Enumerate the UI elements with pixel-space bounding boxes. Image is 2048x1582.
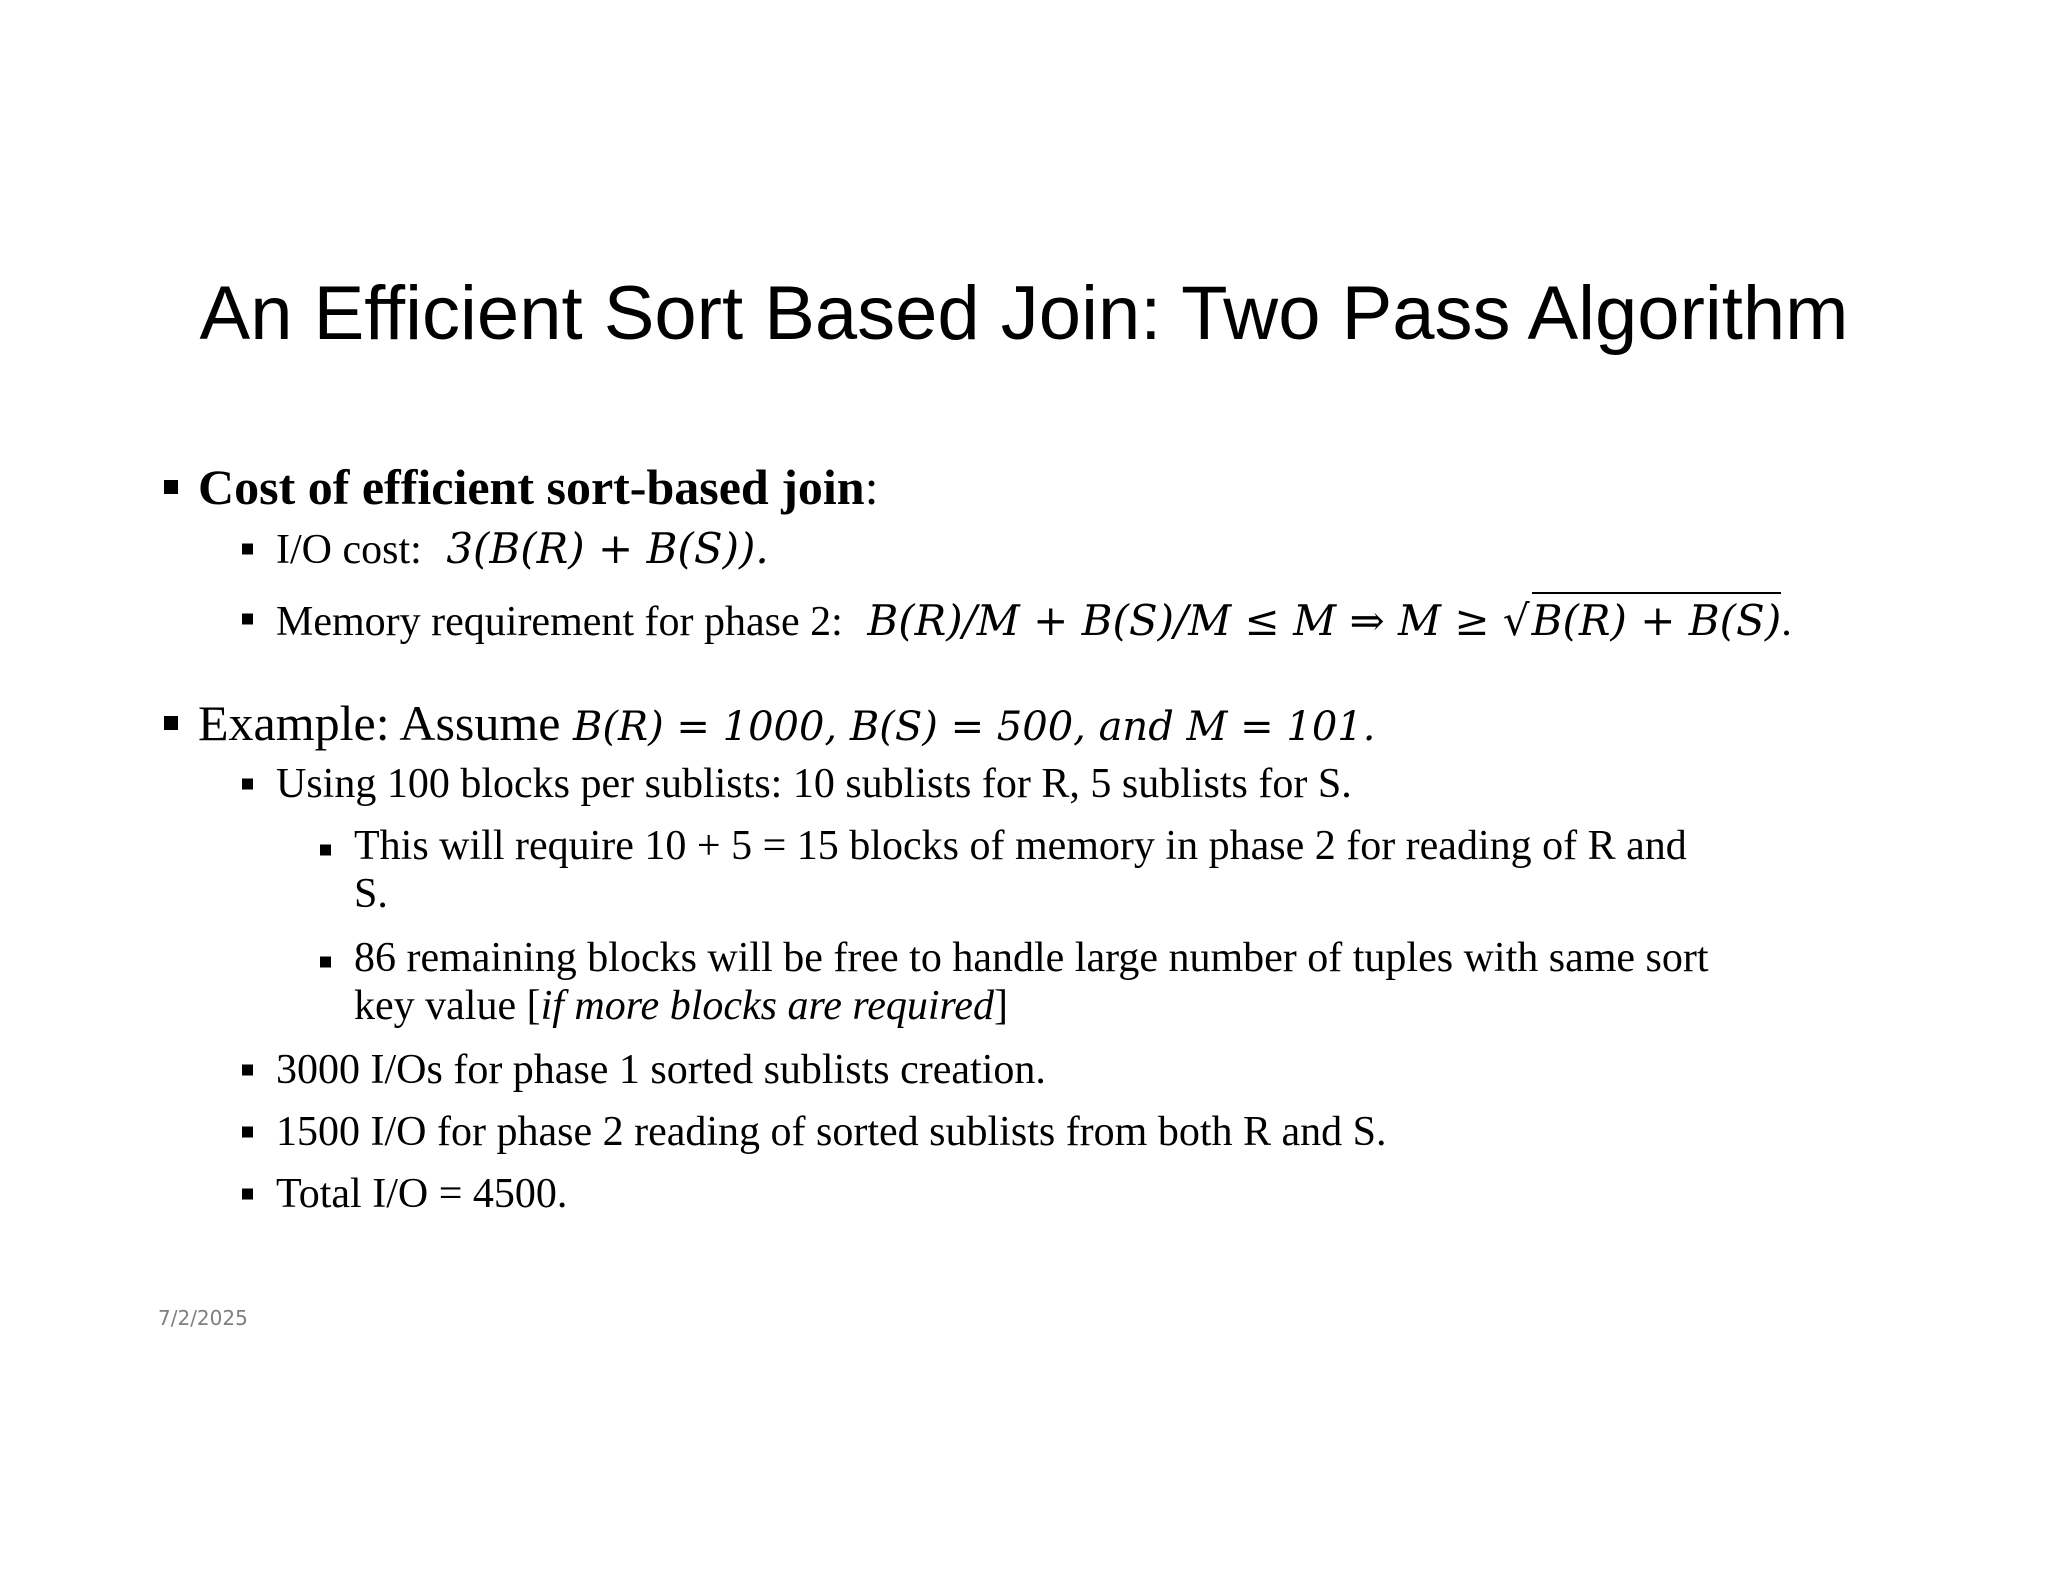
bullet-phase2 [276, 1108, 1387, 1156]
memory-formula: B(R)/M + B(S)/M ≤ M ⇒ M ≥ √ [867, 596, 1530, 645]
remaining-suffix: ] [993, 983, 1008, 1029]
memory-label: Memory requirement for phase 2: [276, 599, 843, 645]
sublists-line: Using 100 blocks per sublists: 10 sublists for R, 5 sublists for S. [276, 761, 1352, 807]
square-bullet-icon [242, 1065, 253, 1076]
bullet-sublists [276, 760, 1352, 808]
remaining-prefix: key value [ [354, 983, 541, 1029]
remaining-line-1: 86 remaining blocks will be free to handle large number of tuples with same sort [354, 935, 1709, 981]
bullet-phase1 [276, 1046, 1046, 1094]
bullet-example [198, 694, 1375, 752]
bullet-remaining [354, 934, 1709, 1030]
io-cost-label: I/O cost: [276, 527, 422, 573]
remaining-italic: if more blocks are required [540, 983, 994, 1029]
square-bullet-icon [164, 480, 178, 494]
memory-end: . [1781, 599, 1792, 645]
bullet-memory-requirement [276, 592, 1792, 646]
phase2-line: 1500 I/O for phase 2 reading of sorted sublists from both R and S. [276, 1109, 1387, 1155]
cost-heading: Cost of efficient sort-based join [198, 459, 865, 515]
require-line-2: S. [354, 871, 388, 917]
square-bullet-icon [242, 544, 253, 555]
square-bullet-icon [242, 779, 253, 790]
bullet-require [354, 822, 1687, 918]
bullet-total [276, 1170, 567, 1218]
square-bullet-icon [164, 716, 178, 730]
require-line-1: This will require 10 + 5 = 15 blocks of memory in phase 2 for reading of R and [354, 823, 1687, 869]
square-bullet-icon [320, 845, 331, 856]
square-bullet-icon [242, 1127, 253, 1138]
bullet-cost-heading [198, 458, 878, 516]
square-bullet-icon [320, 957, 331, 968]
square-bullet-icon [242, 614, 253, 625]
total-line: Total I/O = 4500. [276, 1171, 568, 1217]
bullet-io-cost [276, 524, 769, 574]
remaining-line-2 [354, 982, 1709, 1030]
square-bullet-icon [242, 1189, 253, 1200]
example-label: Example: Assume [198, 695, 561, 751]
cost-heading-colon: : [864, 459, 879, 515]
memory-sqrt-arg: B(R) + B(S) [1532, 592, 1782, 645]
slide-title: An Efficient Sort Based Join: Two Pass Algorithm [199, 271, 1849, 356]
example-formula: B(R) = 1000, B(S) = 500, and M = 101. [572, 704, 1376, 750]
phase1-line: 3000 I/Os for phase 1 sorted sublists creation. [276, 1047, 1046, 1093]
io-cost-formula: 3(B(R) + B(S)). [446, 524, 769, 573]
slide-date: 7/2/2025 [158, 1306, 248, 1330]
